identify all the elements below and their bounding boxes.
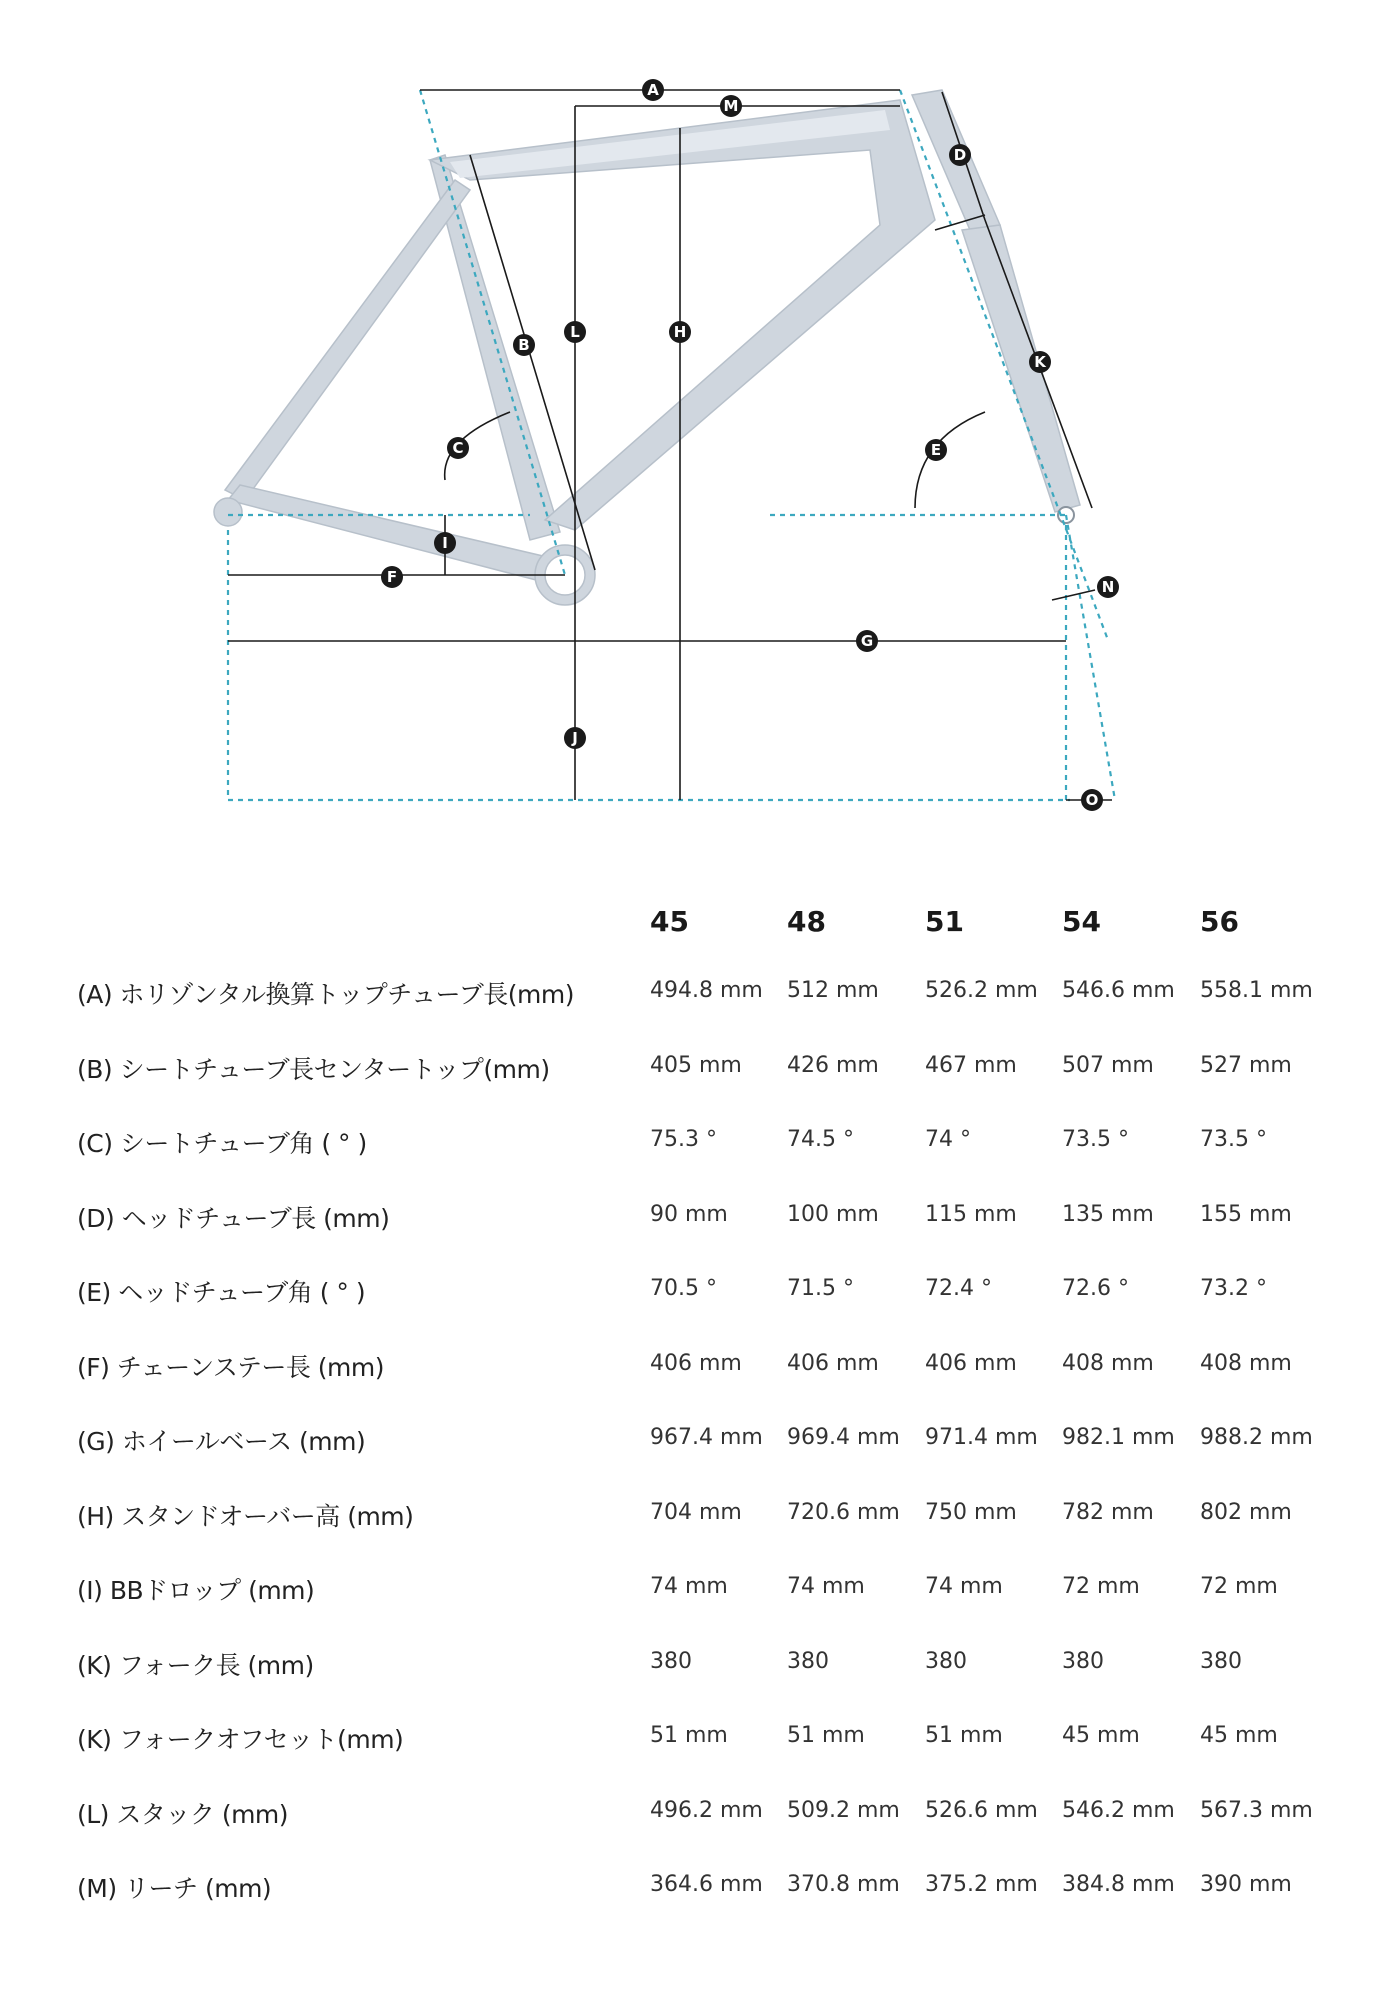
marker-C xyxy=(447,437,469,459)
cell-value: 115 mm xyxy=(925,1201,1017,1227)
marker-J xyxy=(564,727,586,749)
marker-K xyxy=(1029,351,1051,373)
cell-value: 988.2 mm xyxy=(1200,1425,1313,1450)
cell-value: 100 mm xyxy=(787,1201,879,1227)
cell-value: 74 mm xyxy=(925,1574,1003,1599)
svg-text:A: A xyxy=(647,81,659,99)
row-label: (E) ヘッドチューブ角 ( ° ) xyxy=(77,1278,366,1307)
cell-value: 384.8 mm xyxy=(1062,1872,1175,1897)
svg-text:H: H xyxy=(673,323,687,341)
cell-value: 390 mm xyxy=(1200,1872,1292,1897)
table-row xyxy=(0,1795,1400,1845)
marker-N xyxy=(1097,576,1119,598)
table-row xyxy=(0,1869,1400,1919)
cell-value: 426 mm xyxy=(787,1052,879,1078)
cell-value: 408 mm xyxy=(1200,1350,1292,1376)
row-label: (I) BBドロップ (mm) xyxy=(77,1576,315,1605)
cell-value: 71.5 ° xyxy=(787,1276,854,1301)
svg-text:E: E xyxy=(930,441,942,459)
table-row xyxy=(0,1124,1400,1174)
size-column-header: 54 xyxy=(1062,905,1101,938)
cell-value: 155 mm xyxy=(1200,1201,1292,1227)
cell-value: 364.6 mm xyxy=(650,1872,763,1897)
cell-value: 526.2 mm xyxy=(925,978,1038,1003)
cell-value: 380 xyxy=(1200,1648,1242,1674)
cell-value: 507 mm xyxy=(1062,1052,1154,1078)
svg-text:J: J xyxy=(572,729,578,747)
cell-value: 406 mm xyxy=(787,1350,879,1376)
table-row xyxy=(0,1199,1400,1249)
cell-value: 72.6 ° xyxy=(1062,1276,1129,1301)
size-column-header: 48 xyxy=(787,905,826,938)
cell-value: 375.2 mm xyxy=(925,1872,1038,1897)
row-label: (A) ホリゾンタル換算トップチューブ長(mm) xyxy=(77,980,575,1009)
table-row xyxy=(0,1497,1400,1547)
cell-value: 73.5 ° xyxy=(1062,1127,1129,1152)
cell-value: 802 mm xyxy=(1200,1499,1292,1525)
row-label: (H) スタンドオーバー高 (mm) xyxy=(77,1501,414,1531)
cell-value: 72 mm xyxy=(1200,1574,1278,1599)
cell-value: 526.6 mm xyxy=(925,1797,1038,1823)
svg-text:K: K xyxy=(1034,353,1046,371)
cell-value: 406 mm xyxy=(650,1350,742,1376)
cell-value: 546.2 mm xyxy=(1062,1797,1175,1823)
table-row xyxy=(0,1273,1400,1323)
cell-value: 74 mm xyxy=(787,1574,865,1599)
marker-D xyxy=(949,144,971,166)
cell-value: 380 xyxy=(787,1648,829,1674)
svg-text:O: O xyxy=(1085,791,1099,809)
cell-value: 496.2 mm xyxy=(650,1797,763,1823)
cell-value: 51 mm xyxy=(925,1723,1003,1748)
cell-value: 509.2 mm xyxy=(787,1797,900,1823)
size-column-header: 45 xyxy=(650,905,689,938)
table-row xyxy=(0,1422,1400,1472)
svg-text:F: F xyxy=(386,568,398,586)
cell-value: 73.5 ° xyxy=(1200,1127,1267,1152)
marker-M xyxy=(720,95,742,117)
cell-value: 72 mm xyxy=(1062,1574,1140,1599)
cell-value: 467 mm xyxy=(925,1052,1017,1078)
svg-text:C: C xyxy=(452,439,464,457)
size-column-header: 51 xyxy=(925,905,964,938)
cell-value: 406 mm xyxy=(925,1350,1017,1376)
svg-text:L: L xyxy=(570,323,580,341)
row-label: (K) フォーク長 (mm) xyxy=(77,1650,314,1680)
marker-L xyxy=(564,321,586,343)
cell-value: 546.6 mm xyxy=(1062,978,1175,1003)
svg-text:M: M xyxy=(723,97,739,115)
cell-value: 750 mm xyxy=(925,1499,1017,1525)
cell-value: 45 mm xyxy=(1062,1723,1140,1748)
cell-value: 971.4 mm xyxy=(925,1425,1038,1450)
row-label: (M) リーチ (mm) xyxy=(77,1874,272,1903)
size-header-row xyxy=(0,905,1400,955)
table-row xyxy=(0,975,1400,1025)
table-row xyxy=(0,1571,1400,1621)
bike-frame xyxy=(214,90,1080,605)
cell-value: 704 mm xyxy=(650,1499,742,1525)
cell-value: 967.4 mm xyxy=(650,1425,763,1450)
marker-E xyxy=(925,439,947,461)
cell-value: 73.2 ° xyxy=(1200,1276,1267,1301)
marker-O xyxy=(1081,789,1103,811)
cell-value: 90 mm xyxy=(650,1201,728,1227)
row-label: (K) フォークオフセット(mm) xyxy=(77,1725,404,1754)
cell-value: 782 mm xyxy=(1062,1499,1154,1525)
size-column-header: 56 xyxy=(1200,905,1239,938)
cell-value: 408 mm xyxy=(1062,1350,1154,1376)
cell-value: 527 mm xyxy=(1200,1052,1292,1078)
row-label: (G) ホイールベース (mm) xyxy=(77,1427,366,1456)
svg-text:G: G xyxy=(860,632,874,650)
svg-text:D: D xyxy=(953,146,967,164)
row-label: (C) シートチューブ角 ( ° ) xyxy=(77,1129,367,1158)
cell-value: 70.5 ° xyxy=(650,1276,717,1301)
marker-H xyxy=(669,321,691,343)
cell-value: 558.1 mm xyxy=(1200,978,1313,1003)
cell-value: 51 mm xyxy=(787,1723,865,1748)
row-label: (D) ヘッドチューブ長 (mm) xyxy=(77,1203,390,1233)
marker-A xyxy=(642,79,664,101)
marker-B xyxy=(513,334,535,356)
row-label: (B) シートチューブ長センタートップ(mm) xyxy=(77,1054,550,1084)
cell-value: 380 xyxy=(650,1648,692,1674)
cell-value: 45 mm xyxy=(1200,1723,1278,1748)
row-label: (L) スタック (mm) xyxy=(77,1799,289,1829)
svg-text:I: I xyxy=(442,534,448,552)
frame-geometry-diagram xyxy=(0,0,1400,860)
cell-value: 380 xyxy=(925,1648,967,1674)
table-row xyxy=(0,1050,1400,1100)
cell-value: 74 mm xyxy=(650,1574,728,1599)
marker-F xyxy=(381,566,403,588)
cell-value: 512 mm xyxy=(787,978,879,1003)
cell-value: 51 mm xyxy=(650,1723,728,1748)
table-row xyxy=(0,1348,1400,1398)
cell-value: 75.3 ° xyxy=(650,1127,717,1152)
svg-text:N: N xyxy=(1101,578,1115,596)
cell-value: 380 xyxy=(1062,1648,1104,1674)
cell-value: 74.5 ° xyxy=(787,1127,854,1152)
cell-value: 370.8 mm xyxy=(787,1872,900,1897)
cell-value: 969.4 mm xyxy=(787,1425,900,1450)
marker-I xyxy=(434,532,456,554)
marker-G xyxy=(856,630,878,652)
cell-value: 74 ° xyxy=(925,1127,971,1152)
table-row xyxy=(0,1720,1400,1770)
cell-value: 135 mm xyxy=(1062,1201,1154,1227)
table-row xyxy=(0,1646,1400,1696)
svg-text:B: B xyxy=(518,336,530,354)
cell-value: 405 mm xyxy=(650,1052,742,1078)
cell-value: 72.4 ° xyxy=(925,1276,992,1301)
row-label: (F) チェーンステー長 (mm) xyxy=(77,1352,384,1382)
cell-value: 494.8 mm xyxy=(650,978,763,1003)
cell-value: 720.6 mm xyxy=(787,1499,900,1525)
cell-value: 982.1 mm xyxy=(1062,1425,1175,1450)
cell-value: 567.3 mm xyxy=(1200,1797,1313,1823)
